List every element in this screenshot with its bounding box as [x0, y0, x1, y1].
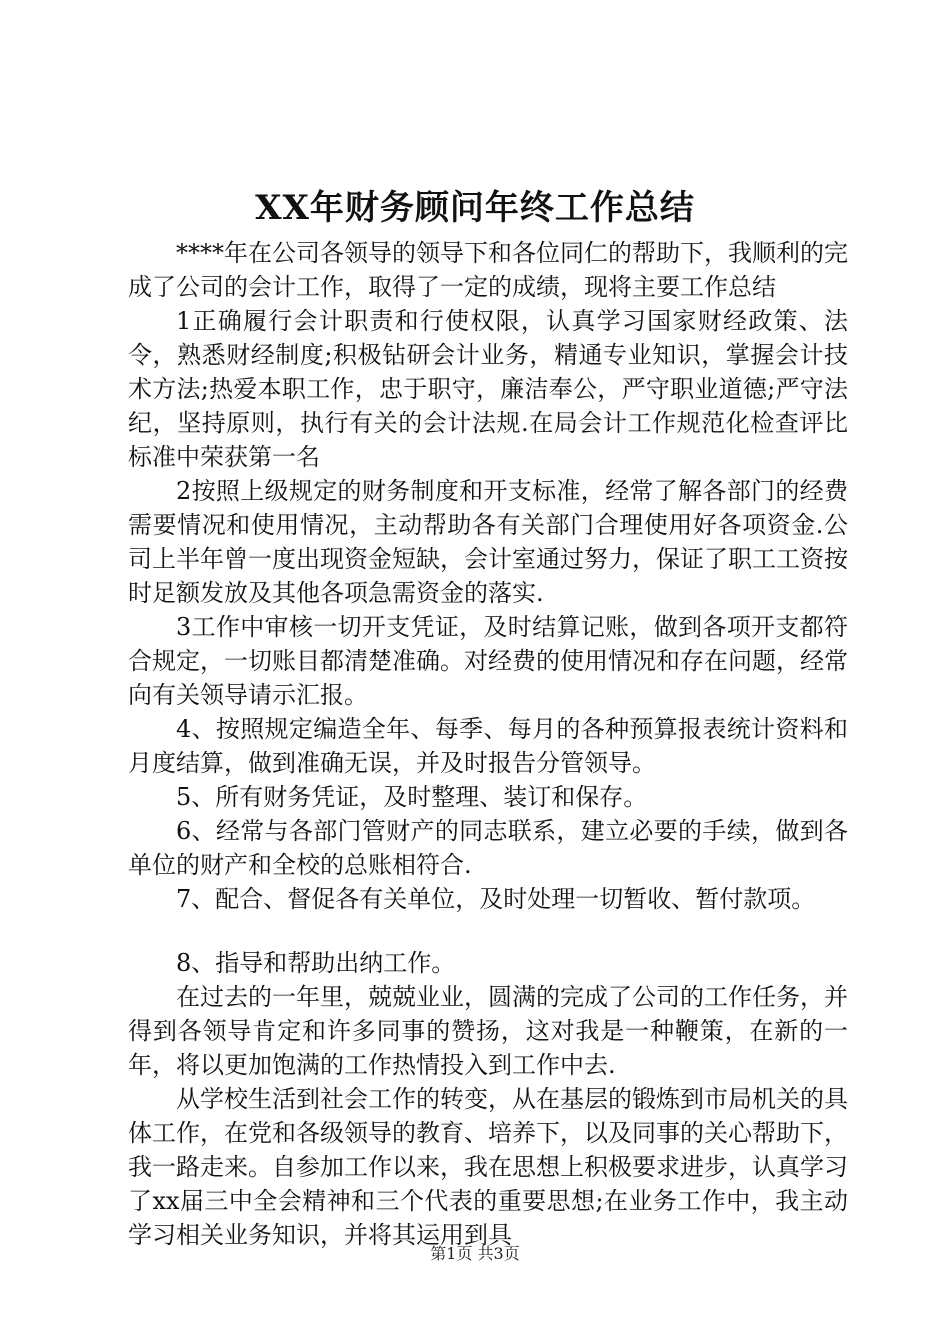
page-footer: 第1页 共3页 — [430, 1244, 520, 1263]
paragraph-intro: ****年在公司各领导的领导下和各位同仁的帮助下，我顺利的完成了公司的会计工作，取得了一定的成绩，现将主要工作总结 — [128, 239, 848, 301]
paragraph-item-4: 4、按照规定编造全年、每季、每月的各种预算报表统计资料和月度结算，做到准确无误，并及时报告分管领导。 — [128, 715, 848, 777]
paragraph-item-3: 3工作中审核一切开支凭证，及时结算记账，做到各项开支都符合规定，一切账目都清楚准确。对经费的使用情况和存在问题，经常向有关领导请示汇报。 — [128, 613, 848, 709]
paragraph-item-5: 5、所有财务凭证，及时整理、装订和保存。 — [176, 783, 648, 811]
paragraph-item-6: 6、经常与各部门管财产的同志联系，建立必要的手续，做到各单位的财产和全校的总账相符合. — [128, 817, 848, 879]
paragraph-item-2: 2按照上级规定的财务制度和开支标准，经常了解各部门的经费需要情况和使用情况，主动帮助各有关部门合理使用好各项资金.公司上半年曾一度出现资金短缺，会计室通过努力，保证了职工工资按时足额发放及其他各项急需资金的落实. — [128, 477, 848, 607]
paragraph-item-1: 1正确履行会计职责和行使权限，认真学习国家财经政策、法令，熟悉财经制度;积极钻研会计业务，精通专业知识，掌握会计技术方法;热爱本职工作，忠于职守，廉洁奉公，严守职业道德;严守法纪，坚持原则，执行有关的会计法规.在局会计工作规范化检查评比标准中荣获第一名 — [128, 307, 848, 471]
paragraph-item-7: 7、配合、督促各有关单位，及时处理一切暂收、暂付款项。 — [176, 885, 816, 913]
document-title: XX年财务顾问年终工作总结 — [255, 188, 695, 228]
paragraph-item-8: 8、指导和帮助出纳工作。 — [176, 949, 456, 977]
document-body — [128, 236, 848, 1252]
paragraph-summary: 在过去的一年里，兢兢业业，圆满的完成了公司的工作任务，并得到各领导肯定和许多同事的赞扬，这对我是一种鞭策，在新的一年，将以更加饱满的工作热情投入到工作中去. — [128, 983, 848, 1079]
paragraph-reflection: 从学校生活到社会工作的转变，从在基层的锻炼到市局机关的具体工作，在党和各级领导的教育、培养下，以及同事的关心帮助下，我一路走来。自参加工作以来，我在思想上积极要求进步，认真学习了xx届三中全会精神和三个代表的重要思想;在业务工作中，我主动学习相关业务知识，并将其运用到具 — [128, 1085, 848, 1249]
